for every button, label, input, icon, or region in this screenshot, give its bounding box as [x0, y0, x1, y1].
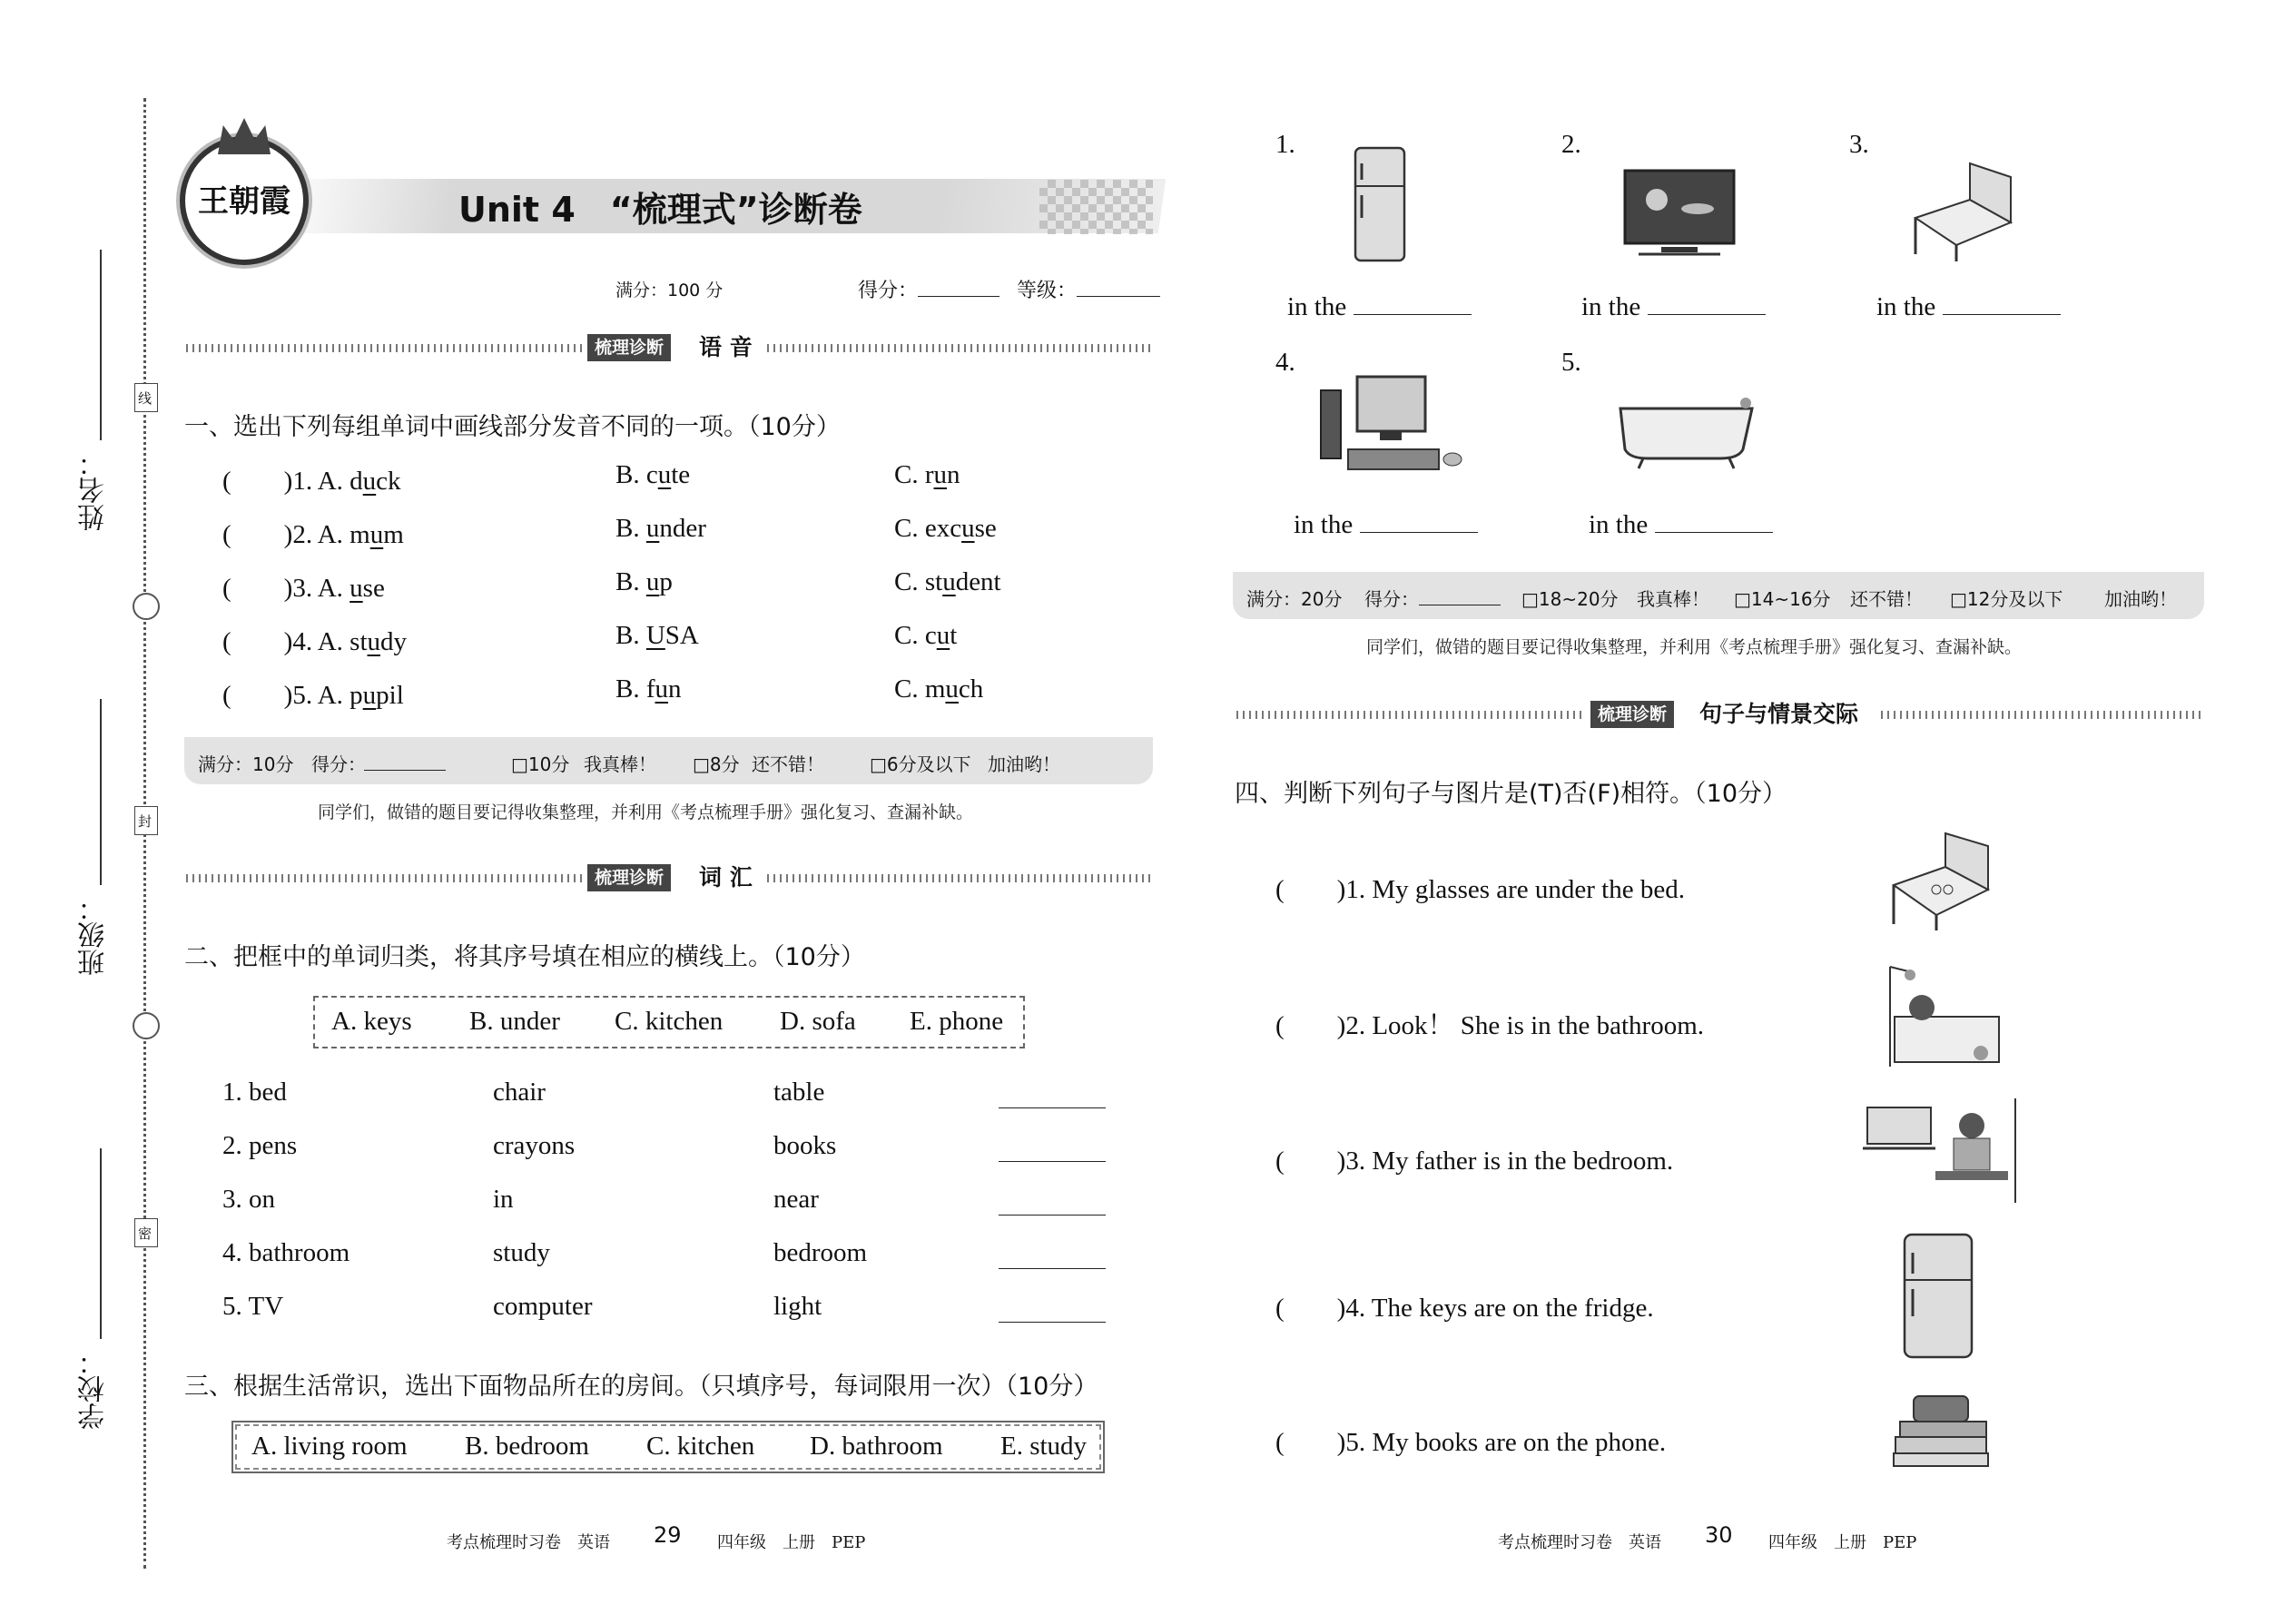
fridge-icon — [1353, 145, 1407, 263]
answer-blank[interactable] — [999, 1268, 1106, 1269]
classify-word: crayons — [493, 1131, 576, 1160]
judge-item-3: ( )3. My father is in the bedroom. — [1275, 1147, 1674, 1176]
binding-hole — [133, 1012, 160, 1039]
classify-word: 3. on — [222, 1185, 275, 1214]
phonics-option-b: B. up — [615, 567, 673, 596]
fridge-icon — [1897, 1230, 1979, 1362]
question-2-heading: 二、把框中的单词归类，将其序号填在相应的横线上。（10分） — [184, 943, 865, 971]
section-header-vocabulary: 梳理诊断 词 汇 — [186, 864, 1153, 891]
word-box-2: A. keys B. under C. kitchen D. sofa E. phone — [313, 996, 1025, 1048]
score-bar-1: 满分：10分 得分： □10分 我真棒！ □8分 还不错！ □6分及以下 加油哟！ — [184, 737, 1153, 784]
section-header-sentences: 梳理诊断 句子与情景交际 — [1236, 701, 2203, 728]
full-score: 满分：100 分 — [615, 281, 724, 300]
classify-word: 4. bathroom — [222, 1238, 350, 1267]
classify-word: near — [773, 1185, 819, 1214]
phonics-option-a: ( )5. A. pupil — [222, 681, 404, 710]
father-in-study-icon — [1863, 1098, 2022, 1206]
brand-logo: 王朝霞 — [180, 136, 309, 265]
question-1-heading: 一、选出下列每组单词中画线部分发音不同的一项。（10分） — [184, 413, 841, 441]
room-blank-4: in the — [1294, 510, 1478, 540]
section-header-phonics: 梳理诊断 语 音 — [186, 334, 1153, 361]
page-title: Unit 4 “梳理式”诊断卷 — [458, 190, 862, 230]
answer-blank[interactable] — [999, 1107, 1106, 1108]
binding-hole — [133, 593, 160, 620]
page-number-left: 29 — [654, 1522, 682, 1548]
bed-icon — [1906, 154, 2020, 268]
phonics-option-c: C. cut — [894, 621, 958, 650]
grade-label: 等级： — [1017, 275, 1160, 303]
cut-mark-mi: 密 — [134, 1218, 158, 1247]
question-3-heading: 三、根据生活常识，选出下面物品所在的房间。（只填序号，每词限用一次）（10分） — [184, 1373, 1098, 1401]
judge-item-5: ( )5. My books are on the phone. — [1275, 1428, 1667, 1457]
picture-5-number: 5. — [1561, 348, 1581, 377]
footer-right-text: 考点梳理时习卷 英语 — [1498, 1533, 1661, 1552]
school-label: 学校： — [79, 1348, 109, 1430]
bathtub-icon — [1611, 390, 1761, 472]
phonics-option-c: C. much — [894, 674, 984, 704]
classify-word: in — [493, 1185, 514, 1214]
picture-4-number: 4. — [1275, 348, 1295, 377]
classify-word: bedroom — [773, 1238, 868, 1267]
room-blank-2: in the — [1581, 292, 1766, 322]
score-bar-3: 满分：20分 得分： □18~20分 我真棒！ □14~16分 还不错！ □12分及以下 加油哟！ — [1233, 572, 2204, 619]
cut-mark-xian: 线 — [134, 383, 158, 412]
classify-word: table — [773, 1078, 825, 1107]
question-4-heading: 四、判断下列句子与图片是(T)否(F)相符。（10分） — [1235, 780, 1787, 808]
page-number-right: 30 — [1705, 1522, 1733, 1548]
classify-word: 5. TV — [222, 1292, 284, 1321]
phonics-option-a: ( )2. A. mum — [222, 520, 404, 549]
computer-icon — [1316, 372, 1471, 477]
classify-word: study — [493, 1238, 550, 1267]
phonics-option-a: ( )1. A. duck — [222, 467, 401, 496]
judge-item-2: ( )2. Look！ She is in the bathroom. — [1275, 1011, 1705, 1040]
name-label: 姓名： — [79, 449, 109, 531]
footer-left-text: 考点梳理时习卷 英语 — [447, 1533, 610, 1552]
judge-item-1: ( )1. My glasses are under the bed. — [1275, 875, 1685, 904]
classify-word: 2. pens — [222, 1131, 298, 1160]
cut-mark-feng: 封 — [134, 806, 158, 835]
classify-word: books — [773, 1131, 837, 1160]
answer-blank[interactable] — [999, 1322, 1106, 1323]
books-with-phone-icon — [1886, 1387, 1995, 1469]
picture-1-number: 1. — [1275, 130, 1295, 159]
classify-word: 1. bed — [222, 1078, 287, 1107]
tv-icon — [1620, 163, 1738, 263]
class-label: 班级： — [79, 894, 109, 976]
picture-2-number: 2. — [1561, 130, 1581, 159]
answer-blank[interactable] — [999, 1215, 1106, 1216]
footer-left-grade: 四年级 上册 PEP — [717, 1533, 866, 1552]
phonics-option-a: ( )4. A. study — [222, 627, 408, 656]
bed-with-glasses-icon — [1886, 826, 1995, 935]
phonics-option-b: B. fun — [615, 674, 682, 704]
classify-word: light — [773, 1292, 822, 1321]
footer-right-grade: 四年级 上册 PEP — [1768, 1533, 1917, 1552]
phonics-option-a: ( )3. A. use — [222, 574, 385, 603]
phonics-option-b: B. cute — [615, 460, 691, 489]
room-blank-3: in the — [1876, 292, 2061, 322]
review-note-1: 同学们，做错的题目要记得收集整理，并利用《考点梳理手册》强化复习、查漏补缺。 — [318, 802, 974, 822]
answer-blank[interactable] — [999, 1161, 1106, 1162]
phonics-option-b: B. USA — [615, 621, 699, 650]
phonics-option-c: C. excuse — [894, 514, 997, 543]
score-label: 得分： — [858, 275, 999, 303]
review-note-3: 同学们，做错的题目要记得收集整理，并利用《考点梳理手册》强化复习、查漏补缺。 — [1366, 637, 2023, 657]
girl-in-bath-icon — [1881, 962, 2017, 1076]
room-blank-1: in the — [1287, 292, 1472, 322]
picture-3-number: 3. — [1849, 130, 1869, 159]
phonics-option-c: C. student — [894, 567, 1001, 596]
phonics-option-b: B. under — [615, 514, 706, 543]
classify-word: chair — [493, 1078, 546, 1107]
word-box-3: A. living room B. bedroom C. kitchen D. bathroom E. study — [231, 1421, 1105, 1473]
judge-item-4: ( )4. The keys are on the fridge. — [1275, 1294, 1654, 1323]
phonics-option-c: C. run — [894, 460, 960, 489]
classify-word: computer — [493, 1292, 593, 1321]
checker-pattern — [1039, 180, 1153, 234]
school-line — [100, 1148, 102, 1339]
class-line — [100, 699, 102, 885]
name-line — [100, 250, 102, 440]
room-blank-5: in the — [1589, 510, 1773, 540]
